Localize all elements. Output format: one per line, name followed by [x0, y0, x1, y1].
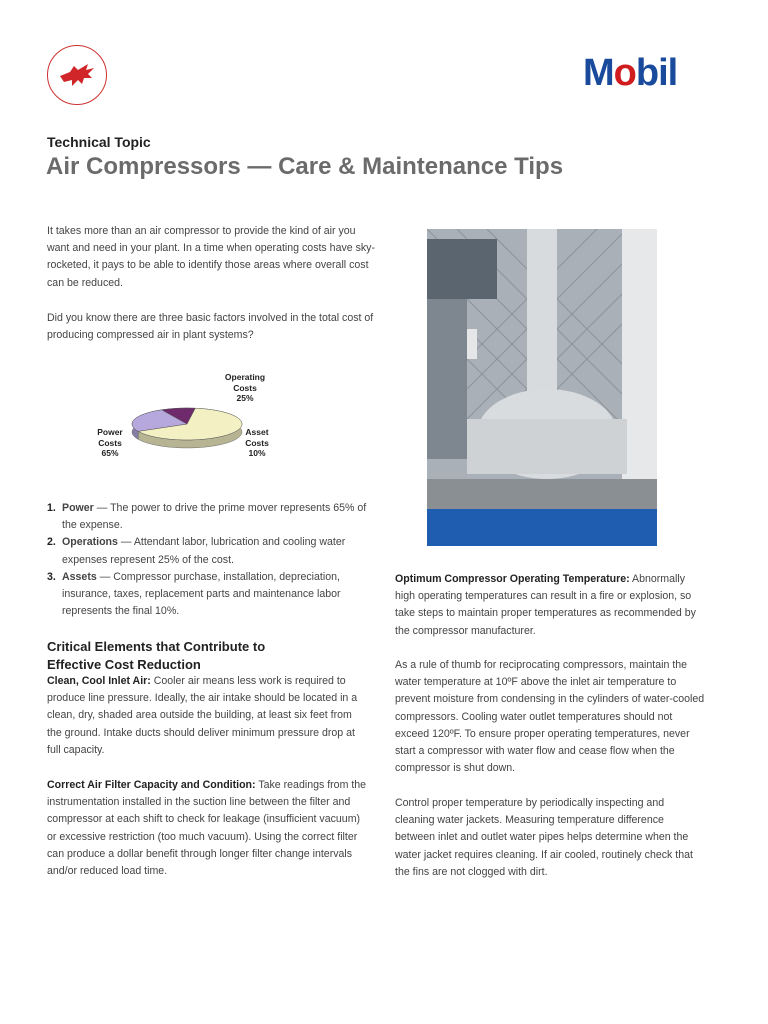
topic-label: Technical Topic	[47, 134, 151, 150]
pie-label-asset: Asset Costs 10%	[245, 427, 269, 458]
photo-caption-bar	[427, 509, 657, 546]
inlet-air-paragraph: Clean, Cool Inlet Air: Cooler air means less work is required to produce line pressure. Ideally, the air intake should be located in a clean, dry, shaded area outside the building, at least six feet from the ground. Intake ducts should deliver minimum pressure drop at full capacity.	[47, 675, 358, 756]
list-item: 1. Power — The power to drive the prime mover represents 65% of the expense.	[47, 502, 367, 532]
cost-pie-chart	[127, 400, 247, 460]
intro-paragraph-2: Did you know there are three basic factors involved in the total cost of producing compressed air in plant systems?	[47, 312, 374, 342]
water-jacket-paragraph: Control proper temperature by periodically inspecting and cleaning water jackets. Measuring temperature difference between inlet and outlet water pipes helps determine when the water jacket requires cleaning. If air cooled, routinely check that the fins are not clogged with dirt.	[395, 797, 693, 878]
list-item: 3. Assets — Compressor purchase, installation, depreciation, insurance, taxes, replacement parts and maintenance labor represents the final 10%.	[47, 570, 341, 618]
page-title: Air Compressors — Care & Maintenance Tips	[46, 153, 564, 180]
section-heading: Critical Elements that Contribute to Effective Cost Reduction	[47, 639, 266, 672]
pegasus-icon	[48, 46, 106, 104]
air-filter-paragraph: Correct Air Filter Capacity and Condition: Take readings from the instrumentation installed in the suction line between the filter and compressor at each shift to check for leakage (insufficient vacuum) or excessive restriction (too much vacuum). Using the correct filter can produce a dollar benefit through longer filter change intervals and/or reduced load time.	[47, 779, 367, 878]
pie-label-operating: Operating Costs 25%	[224, 372, 266, 403]
compressor-photo	[427, 229, 657, 509]
rule-of-thumb-paragraph: As a rule of thumb for reciprocating compressors, maintain the water temperature at 10ºF above the inlet air temperature to prevent moisture from condensing in the cylinders of water-cooled compressors. Cooling water outlet temperatures should not exceed 120ºF. To ensure proper operating temperatures, never start a compressor with water flow and cease flow when the compressor is shut down.	[395, 659, 705, 775]
factor-list	[47, 500, 367, 620]
mobil-logo: Mobil	[583, 52, 678, 94]
list-item: 2. Operations — Attendant labor, lubrication and cooling water expenses represent 25% of the cost.	[47, 536, 346, 566]
intro-paragraph-1: It takes more than an air compressor to provide the kind of air you want and need in your plant. In a time when operating costs have sky-rocketed, it pays to be able to identify those areas where overall cost can be reduced.	[47, 225, 376, 289]
temperature-paragraph: Optimum Compressor Operating Temperature: Abnormally high operating temperatures can result in a fire or explosion, so take steps to maintain proper temperatures as recommended by the compressor manufacturer.	[395, 573, 696, 637]
pegasus-logo	[47, 45, 107, 105]
pie-label-power: Power Costs 65%	[97, 427, 123, 458]
